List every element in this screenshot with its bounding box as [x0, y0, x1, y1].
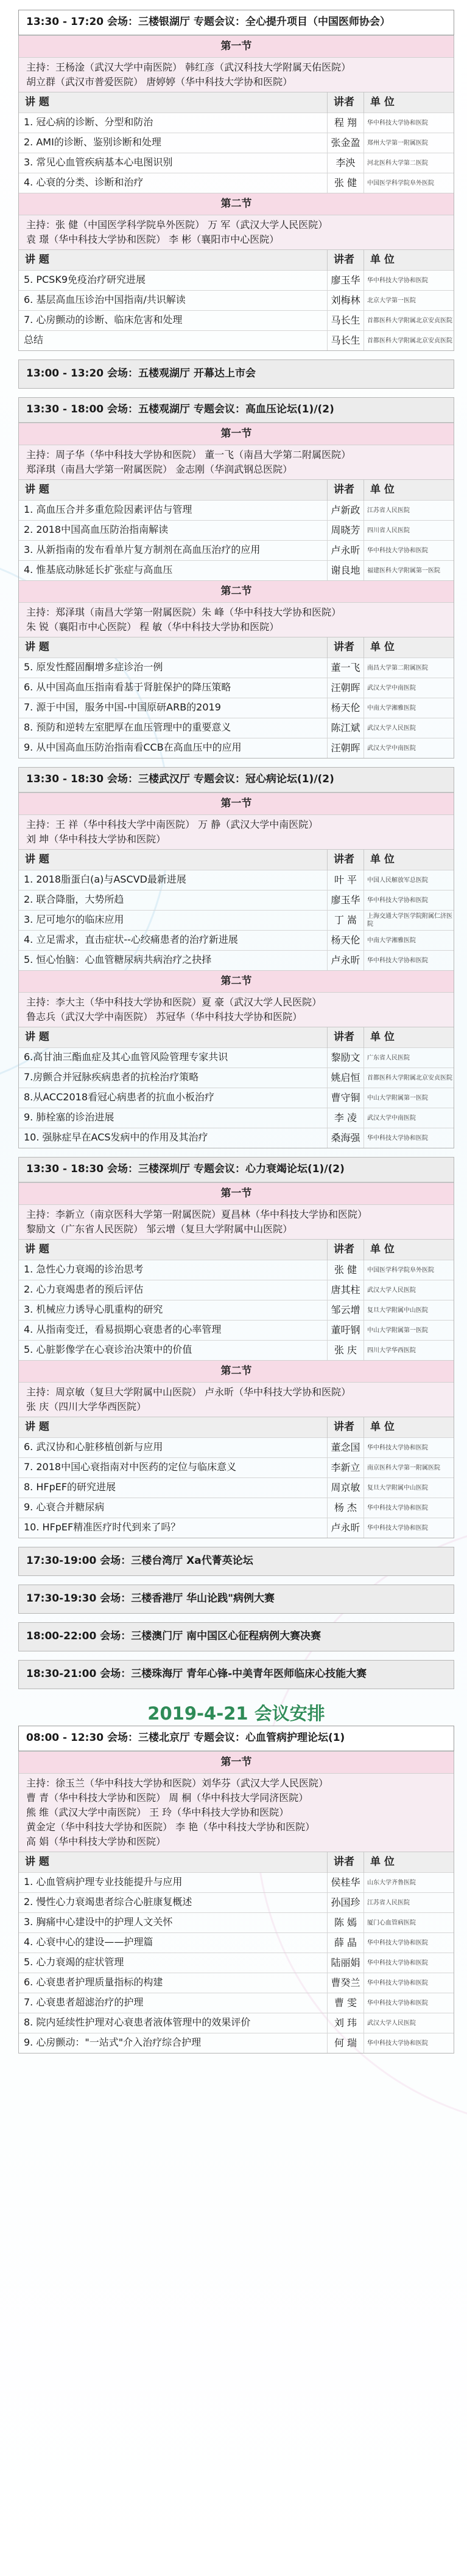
talk-row: [19, 950, 454, 970]
talk-speaker: 董一飞: [327, 658, 363, 678]
session-bar: 17:30-19:30 会场：三楼香港厅 华山论践"病例大赛: [18, 1585, 454, 1614]
col-unit-label: 单 位: [363, 1852, 454, 1873]
talk-unit: 上海交通大学医学院附属仁济医院: [363, 911, 454, 930]
session-header: 13:30 - 18:00 会场：五楼观湖厅 专题会议：高血压论坛(1)/(2): [18, 397, 454, 423]
col-topic-label: 讲 题: [25, 1031, 49, 1044]
talk-topic: 3. 机械应力诱导心肌重构的研究: [24, 1304, 163, 1315]
talk-row: [19, 678, 454, 698]
talk-row: [19, 560, 454, 580]
talk-speaker: 陆丽娟: [327, 1953, 363, 1973]
host-line: 曹 青（华中科技大学协和医院） 周 桐（华中科技大学同济医院）: [26, 1792, 309, 1804]
talk-speaker: 曹 雯: [327, 1993, 363, 2013]
hosts-block: [19, 1382, 454, 1417]
talk-unit: 武汉大学人民医院: [363, 2013, 454, 2033]
session-block: [18, 1182, 454, 1538]
talk-row: [19, 1280, 454, 1300]
talk-speaker: 杨天伦: [327, 698, 363, 718]
talk-speaker: 马长生: [327, 331, 363, 350]
talk-topic: 6. 武汉协和心脏移植创新与应用: [24, 1441, 163, 1453]
talk-unit: 四川大学华西医院: [363, 1341, 454, 1360]
talk-speaker: 黎励文: [327, 1048, 363, 1068]
talk-topic: 4. 从指南变迁，看易损期心衰患者的心率管理: [24, 1324, 222, 1335]
talk-unit: 四川省人民医院: [363, 521, 454, 540]
talk-row: [19, 1108, 454, 1128]
talk-row: [19, 1892, 454, 1912]
talk-unit: 南京医科大学第一附属医院: [363, 1458, 454, 1477]
talk-row: [19, 310, 454, 330]
subsection-title: 第二节: [19, 1360, 454, 1382]
talk-topic: 2. 联合降脂，大势所趋: [24, 894, 124, 905]
talk-row: [19, 718, 454, 738]
talk-speaker: 卢新政: [327, 501, 363, 520]
talk-speaker: 卢永昕: [327, 1518, 363, 1538]
host-line: 主持：王杨淦（武汉大学中南医院） 韩红彦（武汉科技大学附属天佑医院）: [26, 61, 351, 73]
talk-unit: 华中科技大学协和医院: [363, 541, 454, 560]
talk-speaker: 周晓芳: [327, 521, 363, 540]
talk-speaker: 董吁钢: [327, 1321, 363, 1340]
talk-topic: 10. HFpEF精准医疗时代到来了吗？: [24, 1521, 181, 1533]
talk-speaker: 侯桂华: [327, 1873, 363, 1892]
subsection-title: 第一节: [19, 1182, 454, 1204]
talk-unit: 中南大学湘雅医院: [363, 698, 454, 718]
talk-speaker: 张 健: [327, 1260, 363, 1280]
talk-topic: 1. 高血压合并多重危险因素评估与管理: [24, 504, 192, 515]
talk-unit: 河北医科大学第二医院: [363, 153, 454, 173]
talk-unit: 首都医科大学附属北京安贞医院: [363, 1068, 454, 1088]
talk-unit: 复旦大学附属中山医院: [363, 1478, 454, 1498]
talk-unit: 武汉大学中南医院: [363, 1108, 454, 1128]
talk-topic: 4. 心衰的分类、诊断和治疗: [24, 176, 144, 188]
host-line: 袁 璟（华中科技大学协和医院） 李 彬（襄阳市中心医院）: [26, 234, 279, 245]
col-topic-label: 讲 题: [25, 254, 49, 266]
talk-row: [19, 500, 454, 520]
talk-speaker: 谢良地: [327, 561, 363, 580]
talk-row: [19, 738, 454, 758]
talk-speaker: 桑海强: [327, 1128, 363, 1148]
talk-speaker: 李 凌: [327, 1108, 363, 1128]
host-line: 张 庆（四川大学华西医院）: [26, 1401, 147, 1412]
talk-unit: 华中科技大学协和医院: [363, 1498, 454, 1518]
talk-speaker: 张金盈: [327, 133, 363, 153]
talk-row: [19, 540, 454, 560]
talk-row: [19, 1088, 454, 1108]
session-block: [18, 423, 454, 759]
talk-speaker: 杨 杰: [327, 1498, 363, 1518]
col-speaker-label: 讲者: [327, 250, 363, 271]
talk-row: [19, 1457, 454, 1477]
talk-topic: 3. 常见心血管疾病基本心电图识别: [24, 156, 173, 168]
talk-speaker: 李泱: [327, 153, 363, 173]
talk-speaker: 汪朝晖: [327, 738, 363, 758]
talk-unit: 中国医学科学院阜外医院: [363, 1260, 454, 1280]
talk-row: [19, 1320, 454, 1340]
talk-row: [19, 2013, 454, 2033]
talk-speaker: 姚启恒: [327, 1068, 363, 1088]
talk-speaker: 丁 嵩: [327, 911, 363, 930]
col-unit-label: 单 位: [363, 1027, 454, 1048]
talk-unit: 华中科技大学协和医院: [363, 2033, 454, 2053]
talk-topic: 1. 2018脂蛋白(a)与ASCVD最新进展: [24, 873, 186, 885]
talk-table-header: [19, 479, 454, 500]
talk-row: [19, 658, 454, 678]
talk-row: [19, 153, 454, 173]
session-block: [18, 35, 454, 351]
talk-topic: 6. 基层高血压诊治中国指南/共识解读: [24, 294, 186, 305]
talk-topic: 2. 2018中国高血压防治指南解读: [24, 524, 169, 535]
session-bar: 17:30-19:00 会场：三楼台湾厅 Xa代菁英论坛: [18, 1547, 454, 1576]
talk-unit: 北京大学第一医院: [363, 291, 454, 310]
host-line: 郑泽琪（南昌大学第一附属医院） 金志刚（华润武钢总医院）: [26, 463, 293, 475]
talk-speaker: 周京敏: [327, 1478, 363, 1498]
talk-row: [19, 910, 454, 930]
talk-speaker: 曹癸兰: [327, 1973, 363, 1993]
talk-unit: 武汉大学中南医院: [363, 678, 454, 698]
col-unit-label: 单 位: [363, 850, 454, 870]
talk-table-header: [19, 92, 454, 113]
talk-topic: 7.房颤合并冠脉疾病患者的抗栓治疗策略: [24, 1071, 199, 1083]
col-topic-label: 讲 题: [25, 1243, 49, 1256]
talk-unit: 江苏省人民医院: [363, 501, 454, 520]
talk-topic: 9. 心衰合并糖尿病: [24, 1501, 105, 1513]
talk-topic: 1. 心血管病护理专业技能提升与应用: [24, 1876, 183, 1887]
talk-topic: 4. 惟基底动脉延长扩张症与高血压: [24, 564, 173, 575]
talk-unit: 华中科技大学协和医院: [363, 1993, 454, 2013]
subsection-title: 第一节: [19, 35, 454, 57]
col-speaker-label: 讲者: [327, 850, 363, 870]
talk-topic: 4. 立足需求，直击症状--心绞痛患者的治疗新进展: [24, 934, 238, 945]
col-unit-label: 单 位: [363, 1240, 454, 1260]
host-line: 主持：郑泽琪（南昌大学第一附属医院）朱 峰（华中科技大学协和医院）: [26, 606, 342, 618]
col-speaker-label: 讲者: [327, 1852, 363, 1873]
host-line: 熊 维（武汉大学中南医院） 王 玲（华中科技大学协和医院）: [26, 1807, 289, 1818]
talk-topic: 3. 从新指南的发布看单片复方制剂在高血压治疗的应用: [24, 544, 261, 555]
talk-topic: 3. 尼可地尔的临床应用: [24, 914, 124, 925]
host-line: 黎励文（广东省人民医院） 邹云增（复旦大学附属中山医院）: [26, 1223, 293, 1235]
host-line: 胡立群（武汉市普爱医院） 唐婷婷（华中科技大学协和医院）: [26, 76, 293, 88]
talk-unit: 复旦大学附属中山医院: [363, 1300, 454, 1320]
col-unit-label: 单 位: [363, 250, 454, 271]
talk-topic: 5. 心力衰竭的症状管理: [24, 1956, 124, 1968]
talk-speaker: 叶 平: [327, 870, 363, 890]
talk-unit: 华中科技大学协和医院: [363, 1973, 454, 1993]
col-unit-label: 单 位: [363, 480, 454, 501]
talk-unit: 华中科技大学协和医院: [363, 271, 454, 290]
talk-topic: 8. HFpEF的研究进展: [24, 1481, 116, 1493]
hosts-block: [19, 445, 454, 479]
session-bar: 18:30-21:00 会场：三楼珠海厅 青年心锋-中美青年医师临床心技能大赛: [18, 1660, 454, 1689]
subsection-title: 第二节: [19, 970, 454, 992]
talk-speaker: 程 翔: [327, 113, 363, 133]
host-line: 主持：徐玉兰（华中科技大学协和医院）刘华芬（武汉大学人民医院）: [26, 1777, 329, 1789]
col-speaker-label: 讲者: [327, 480, 363, 501]
col-unit-label: 单 位: [363, 92, 454, 113]
host-line: 鲁志兵（武汉大学中南医院） 苏冠华（华中科技大学协和医院）: [26, 1011, 303, 1022]
talk-unit: 江苏省人民医院: [363, 1893, 454, 1912]
subsection-title: 第二节: [19, 193, 454, 215]
host-line: 朱 锐（襄阳市中心医院） 程 敏（华中科技大学协和医院）: [26, 621, 279, 633]
talk-unit: 南昌大学第二附属医院: [363, 658, 454, 678]
talk-row: [19, 1300, 454, 1320]
talk-table-header: [19, 1852, 454, 1872]
talk-row: [19, 1047, 454, 1068]
talk-speaker: 李新立: [327, 1458, 363, 1477]
session-header: 13:30 - 17:20 会场：三楼银湖厅 专题会议：全心提升项目（中国医师协会）: [18, 10, 454, 35]
hosts-block: [19, 57, 454, 92]
talk-row: [19, 1932, 454, 1953]
talk-speaker: 董念国: [327, 1438, 363, 1457]
talk-unit: 华中科技大学协和医院: [363, 1438, 454, 1457]
talk-table-header: [19, 1239, 454, 1260]
talk-unit: 华中科技大学协和医院: [363, 1128, 454, 1148]
col-speaker-label: 讲者: [327, 92, 363, 113]
talk-speaker: 张 健: [327, 173, 363, 193]
talk-row: [19, 1872, 454, 1892]
host-line: 主持：周京敏（复旦大学附属中山医院） 卢永昕（华中科技大学协和医院）: [26, 1386, 351, 1398]
talk-unit: 华中科技大学协和医院: [363, 1518, 454, 1538]
talk-unit: 武汉大学人民医院: [363, 718, 454, 738]
host-line: 主持：李大主（华中科技大学协和医院）夏 豪（武汉大学人民医院）: [26, 996, 322, 1008]
talk-topic: 9. 肺栓塞的诊治进展: [24, 1111, 114, 1123]
talk-topic: 6. 从中国高血压指南看基于肾脏保护的降压策略: [24, 681, 231, 693]
talk-row: [19, 1477, 454, 1498]
hosts-block: [19, 1773, 454, 1852]
host-line: 高 娟（华中科技大学协和医院）: [26, 1836, 166, 1847]
talk-row: [19, 330, 454, 350]
talk-speaker: 张 庆: [327, 1341, 363, 1360]
talk-row: [19, 133, 454, 153]
talk-unit: 广东省人民医院: [363, 1048, 454, 1068]
talk-topic: 8.从ACC2018看冠心病患者的抗血小板治疗: [24, 1091, 214, 1103]
talk-row: [19, 520, 454, 540]
talk-row: [19, 930, 454, 950]
col-topic-label: 讲 题: [25, 1856, 49, 1869]
col-speaker-label: 讲者: [327, 1027, 363, 1048]
talk-topic: 5. 心脏影像学在心衰诊治决策中的价值: [24, 1344, 192, 1355]
talk-topic: 7. 心房颤动的诊断、临床危害和处理: [24, 314, 183, 325]
talk-speaker: 刘 玮: [327, 2013, 363, 2033]
host-line: 刘 坤（华中科技大学协和医院）: [26, 833, 166, 845]
talk-unit: 华中科技大学协和医院: [363, 1953, 454, 1973]
talk-topic: 6.高甘油三酯血症及其心血管风险管理专家共识: [24, 1051, 228, 1063]
hosts-block: [19, 602, 454, 637]
talk-speaker: 马长生: [327, 311, 363, 330]
talk-topic: 1. 冠心病的诊断、分型和防治: [24, 116, 153, 128]
talk-topic: 5. PCSK9免疫治疗研究进展: [24, 274, 146, 285]
talk-unit: 武汉大学人民医院: [363, 1280, 454, 1300]
host-line: 主持：周子华（华中科技大学协和医院） 董一飞（南昌大学第二附属医院）: [26, 449, 351, 460]
talk-table-header: [19, 1027, 454, 1047]
talk-row: [19, 870, 454, 890]
session-bar: 18:00-22:00 会场：三楼澳门厅 南中国区心征程病例大赛决赛: [18, 1622, 454, 1651]
talk-speaker: 唐其柱: [327, 1280, 363, 1300]
host-line: 主持：张 健（中国医学科学院阜外医院） 万 军（武汉大学人民医院）: [26, 219, 328, 231]
talk-topic: 2. 心力衰竭患者的预后评估: [24, 1283, 144, 1295]
talk-topic: 7. 心衰患者超滤治疗的护理: [24, 1996, 144, 2008]
talk-topic: 10. 强脉症早在ACS发病中的作用及其治疗: [24, 1131, 208, 1143]
talk-unit: 中山大学附属第一医院: [363, 1088, 454, 1108]
talk-row: [19, 290, 454, 310]
talk-table-header: [19, 849, 454, 870]
talk-row: [19, 1498, 454, 1518]
talk-row: [19, 698, 454, 718]
talk-topic: 8. 预防和逆转左室肥厚在血压管理中的重要意义: [24, 721, 231, 733]
talk-topic: 9. 从中国高血压防治指南看CCB在高血压中的应用: [24, 741, 242, 753]
hosts-block: [19, 992, 454, 1027]
talk-topic: 2. 慢性心力衰竭患者综合心脏康复概述: [24, 1896, 192, 1908]
talk-topic: 1. 急性心力衰竭的诊治思考: [24, 1263, 144, 1275]
col-unit-label: 单 位: [363, 1417, 454, 1438]
talk-unit: 华中科技大学协和医院: [363, 1933, 454, 1953]
talk-row: [19, 1912, 454, 1932]
talk-row: [19, 1973, 454, 1993]
col-topic-label: 讲 题: [25, 1421, 49, 1434]
talk-speaker: 薛 晶: [327, 1933, 363, 1953]
talk-speaker: 何 瑞: [327, 2033, 363, 2053]
hosts-block: [19, 1204, 454, 1239]
talk-row: [19, 1068, 454, 1088]
talk-speaker: 卢永昕: [327, 541, 363, 560]
talk-row: [19, 1953, 454, 1973]
talk-speaker: 曹守铜: [327, 1088, 363, 1108]
col-topic-label: 讲 题: [25, 641, 49, 654]
talk-unit: 华中科技大学协和医院: [363, 113, 454, 133]
talk-topic: 4. 心衰中心的建设——护理篇: [24, 1936, 153, 1948]
host-line: 主持：王 祥（华中科技大学中南医院） 万 静（武汉大学中南医院）: [26, 819, 318, 830]
talk-unit: 郑州大学第一附属医院: [363, 133, 454, 153]
talk-row: [19, 2033, 454, 2053]
talk-topic: 7. 2018中国心衰指南对中医药的定位与临床意义: [24, 1461, 237, 1473]
host-line: 黄金定（华中科技大学协和医院） 李 艳（华中科技大学协和医院）: [26, 1821, 315, 1833]
talk-unit: 中国人民解放军总医院: [363, 870, 454, 890]
talk-topic: 5. 原发性醛固酮增多症诊治一例: [24, 661, 163, 673]
talk-table-header: [19, 1417, 454, 1437]
talk-topic: 7. 源于中国，服务中国-中国原研ARB的2019: [24, 701, 221, 713]
talk-table-header: [19, 637, 454, 658]
talk-topic: 3. 胸痛中心建设中的护理人文关怀: [24, 1916, 173, 1928]
talk-row: [19, 1437, 454, 1457]
col-topic-label: 讲 题: [25, 853, 49, 866]
talk-topic: 2. AMI的诊断、鉴别诊断和处理: [24, 136, 161, 148]
talk-unit: 中南大学湘雅医院: [363, 931, 454, 950]
talk-speaker: 杨天伦: [327, 931, 363, 950]
talk-speaker: 廖玉华: [327, 271, 363, 290]
hosts-block: [19, 215, 454, 249]
talk-row: [19, 890, 454, 910]
subsection-title: 第一节: [19, 423, 454, 445]
subsection-title: 第二节: [19, 580, 454, 602]
col-speaker-label: 讲者: [327, 637, 363, 658]
col-unit-label: 单 位: [363, 637, 454, 658]
talk-speaker: 廖玉华: [327, 890, 363, 910]
subsection-title: 第一节: [19, 1751, 454, 1773]
talk-topic: 6. 心衰患者护理质量指标的构建: [24, 1976, 163, 1988]
talk-topic: 9. 心房颤动："一站式"介入治疗综合护理: [24, 2036, 202, 2048]
session-block: [18, 793, 454, 1148]
talk-unit: 武汉大学中南医院: [363, 738, 454, 758]
talk-row: [19, 270, 454, 290]
col-topic-label: 讲 题: [25, 96, 49, 109]
subsection-title: 第一节: [19, 793, 454, 814]
talk-speaker: 邹云增: [327, 1300, 363, 1320]
talk-unit: 中山大学附属第一医院: [363, 1321, 454, 1340]
talk-speaker: 汪朝晖: [327, 678, 363, 698]
session-header: 08:00 - 12:30 会场：三楼北京厅 专题会议：心血管病护理论坛(1): [18, 1726, 454, 1751]
session-header: 13:30 - 18:30 会场：三楼武汉厅 专题会议：冠心病论坛(1)/(2): [18, 767, 454, 793]
talk-unit: 中国医学科学院阜外医院: [363, 173, 454, 193]
talk-row: [19, 113, 454, 133]
date-banner: 2019-4-21 会议安排: [147, 1703, 325, 1724]
col-speaker-label: 讲者: [327, 1417, 363, 1438]
talk-unit: 华中科技大学协和医院: [363, 951, 454, 970]
talk-row: [19, 1128, 454, 1148]
talk-row: [19, 1518, 454, 1538]
session-block: [18, 1751, 454, 2054]
hosts-block: [19, 814, 454, 849]
session-bar: 13:00 - 13:20 会场：五楼观湖厅 开幕达上市会: [18, 359, 454, 389]
talk-unit: 福建医科大学附属第一医院: [363, 561, 454, 580]
talk-unit: 山东大学齐鲁医院: [363, 1873, 454, 1892]
talk-unit: 首都医科大学附属北京安贞医院: [363, 331, 454, 350]
talk-speaker: 卢永昕: [327, 951, 363, 970]
talk-unit: 首都医科大学附属北京安贞医院: [363, 311, 454, 330]
talk-speaker: 陈江斌: [327, 718, 363, 738]
talk-topic: 8. 院内延续性护理对心衰患者液体管理中的效果评价: [24, 2016, 251, 2028]
talk-speaker: 陈 嫣: [327, 1913, 363, 1932]
talk-topic: 总结: [24, 334, 44, 345]
host-line: 主持：李新立（南京医科大学第一附属医院）夏昌林（华中科技大学协和医院）: [26, 1209, 368, 1220]
talk-unit: 厦门心血管病医院: [363, 1913, 454, 1932]
col-topic-label: 讲 题: [25, 484, 49, 496]
talk-row: [19, 1993, 454, 2013]
talk-topic: 5. 恒心怡脑：心血管糖尿病共病治疗之抉择: [24, 954, 212, 965]
talk-table-header: [19, 249, 454, 270]
session-header: 13:30 - 18:30 会场：三楼深圳厅 专题会议：心力衰竭论坛(1)/(2): [18, 1157, 454, 1182]
talk-speaker: 刘梅林: [327, 291, 363, 310]
talk-row: [19, 173, 454, 193]
talk-unit: 华中科技大学协和医院: [363, 890, 454, 910]
talk-row: [19, 1260, 454, 1280]
schedule-content: [18, 10, 454, 2054]
col-speaker-label: 讲者: [327, 1240, 363, 1260]
talk-row: [19, 1340, 454, 1360]
talk-speaker: 孙国珍: [327, 1893, 363, 1912]
